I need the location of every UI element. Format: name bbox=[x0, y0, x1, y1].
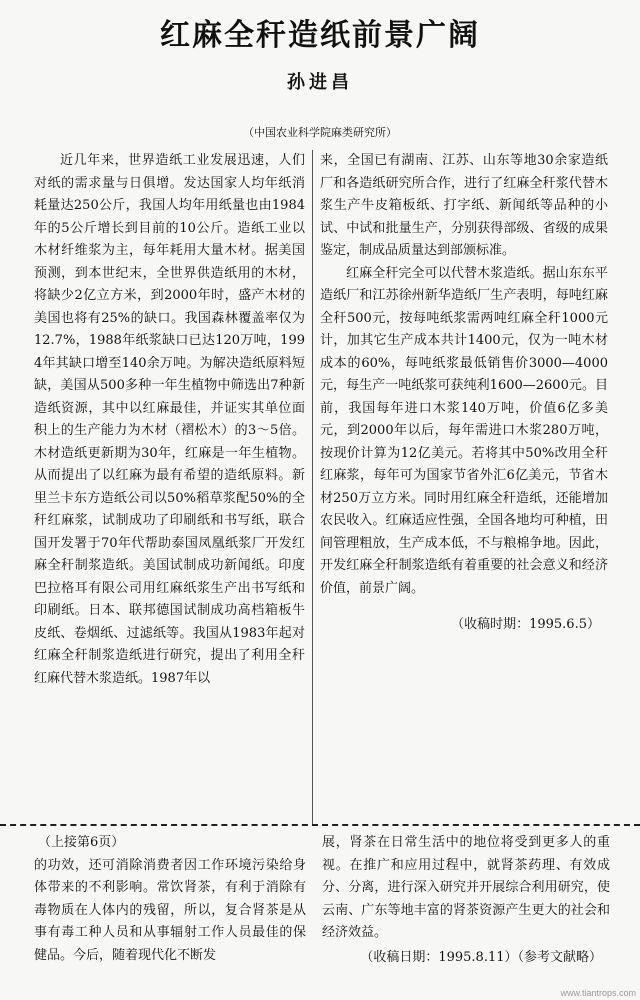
continuation-paragraph: 展，肾茶在日常生活中的地位将受到更多人的重视。在推广和应用过程中，就肾茶药理、有效成分、分离，进行深入研究并开展综合利用研究，使云南、广东等地丰富的肾茶资源产生更大的社会和经济效益。 bbox=[322, 835, 610, 940]
body-paragraph: 红麻全秆完全可以代替木浆造纸。据山东东平造纸厂和江苏徐州新华造纸厂生产表明，每吨红麻全秆500元，按每吨纸浆需两吨红麻全秆1000元计，加其它生产成本共计1400元，仅为一吨木材成本的60%，每吨纸浆最低销售价3000—4000元，每生产一吨纸浆可获纯利1600—2600元。目前，我国每年进口木浆140万吨，价值6亿多美元，到2000年以后，每年需进口木浆280万吨，按现价计算为12亿美元。若将其中50%改用全秆红麻浆，每年可为国家节省外汇6亿美元，节省木材250万立方米。同时用红麻全秆造纸，还能增加农民收入。红麻适应性强，全国各地均可种植，田间管理粗放，生产成本低，不与粮棉争地。因此，开发红麻全秆制浆造纸有着重要的社会意义和经济价值，前景广阔。 bbox=[320, 265, 608, 596]
received-date: （收稿时期：1995.6.5） bbox=[451, 617, 600, 632]
column-divider bbox=[312, 150, 313, 825]
continuation-paragraph: 的功效，还可消除消费者因工作环境污染给身体带来的不利影响。常饮肾茶，有利于消除有毒物质在人体内的残留，所以，复合肾茶是从事有毒工种人员和从事辐射工作人员最佳的保健品。今后，随着现代化不断发 bbox=[34, 857, 306, 963]
body-paragraph: 近几年来，世界造纸工业发展迅速，人们对纸的需求量与日俱增。发达国家人均年纸消耗量达250公斤，我国人均年用纸量也由1984年的5公斤增长到目前的10公斤。造纸工业以木材纤维浆为主，每年耗用大量木材。据美国预测，到本世纪末，全世界供造纸用的木材，将缺少2亿立方米，到2000年时，盛产木材的美国也将有25%的缺口。我国森林覆盖率仅为12.7%，1988年纸浆缺口已达120万吨，1994年其缺口增至140余万吨。为解决造纸原料短缺，美国从500多种一年生植物中筛选出7种新造纸资源，其中以红麻最佳，并证实其单位面积上的生产能力为木材（褶松木）的3～5倍。木材造纸更新期为30年，红麻是一年生植物。从而提出了以红麻为最有希望的造纸原料。新里兰卡东方造纸公司以50%稻草浆配50%的全秆红麻浆，试制成功了印刷纸和书写纸，联合国开发署于70年代帮助泰国凤凰纸浆厂开发红麻全秆制浆造纸。美国试制成功新闻纸。印度巴拉格耳有限公司用红麻纸浆生产出书写纸和印刷纸。日本、联邦德国试制成功高档箱板牛皮纸、卷烟纸、过滤纸等。我国从1983年起对红麻全秆制浆造纸进行研究，提出了利用全秆红麻代替木浆造纸。1987年以 bbox=[34, 153, 305, 686]
continuation-received-date: （收稿日期：1995.8.11）（参考文献略） bbox=[360, 949, 602, 965]
continuation-header: （上接第6页） bbox=[38, 835, 125, 850]
body-paragraph: 来，全国已有湖南、江苏、山东等地30余家造纸厂和各造纸研究所合作，进行了红麻全秆浆代替木浆生产牛皮箱板纸、打字纸、新闻纸等品种的小试、中试和批量生产，分别获得部级、省级的成果鉴定，制成品质量达到部颁标准。 bbox=[320, 153, 608, 258]
article-right-column bbox=[320, 150, 608, 637]
section-divider bbox=[0, 824, 640, 826]
article-author: 孙进昌 bbox=[287, 72, 353, 93]
article-left-column bbox=[34, 150, 305, 690]
article-title: 红麻全秆造纸前景广阔 bbox=[160, 18, 480, 53]
article-affiliation: （中国农业科学院麻类研究所） bbox=[243, 126, 397, 139]
watermark-text: www.tiantrops.com bbox=[560, 988, 636, 998]
continuation-right-column bbox=[322, 832, 610, 969]
continuation-left-column bbox=[34, 832, 306, 967]
